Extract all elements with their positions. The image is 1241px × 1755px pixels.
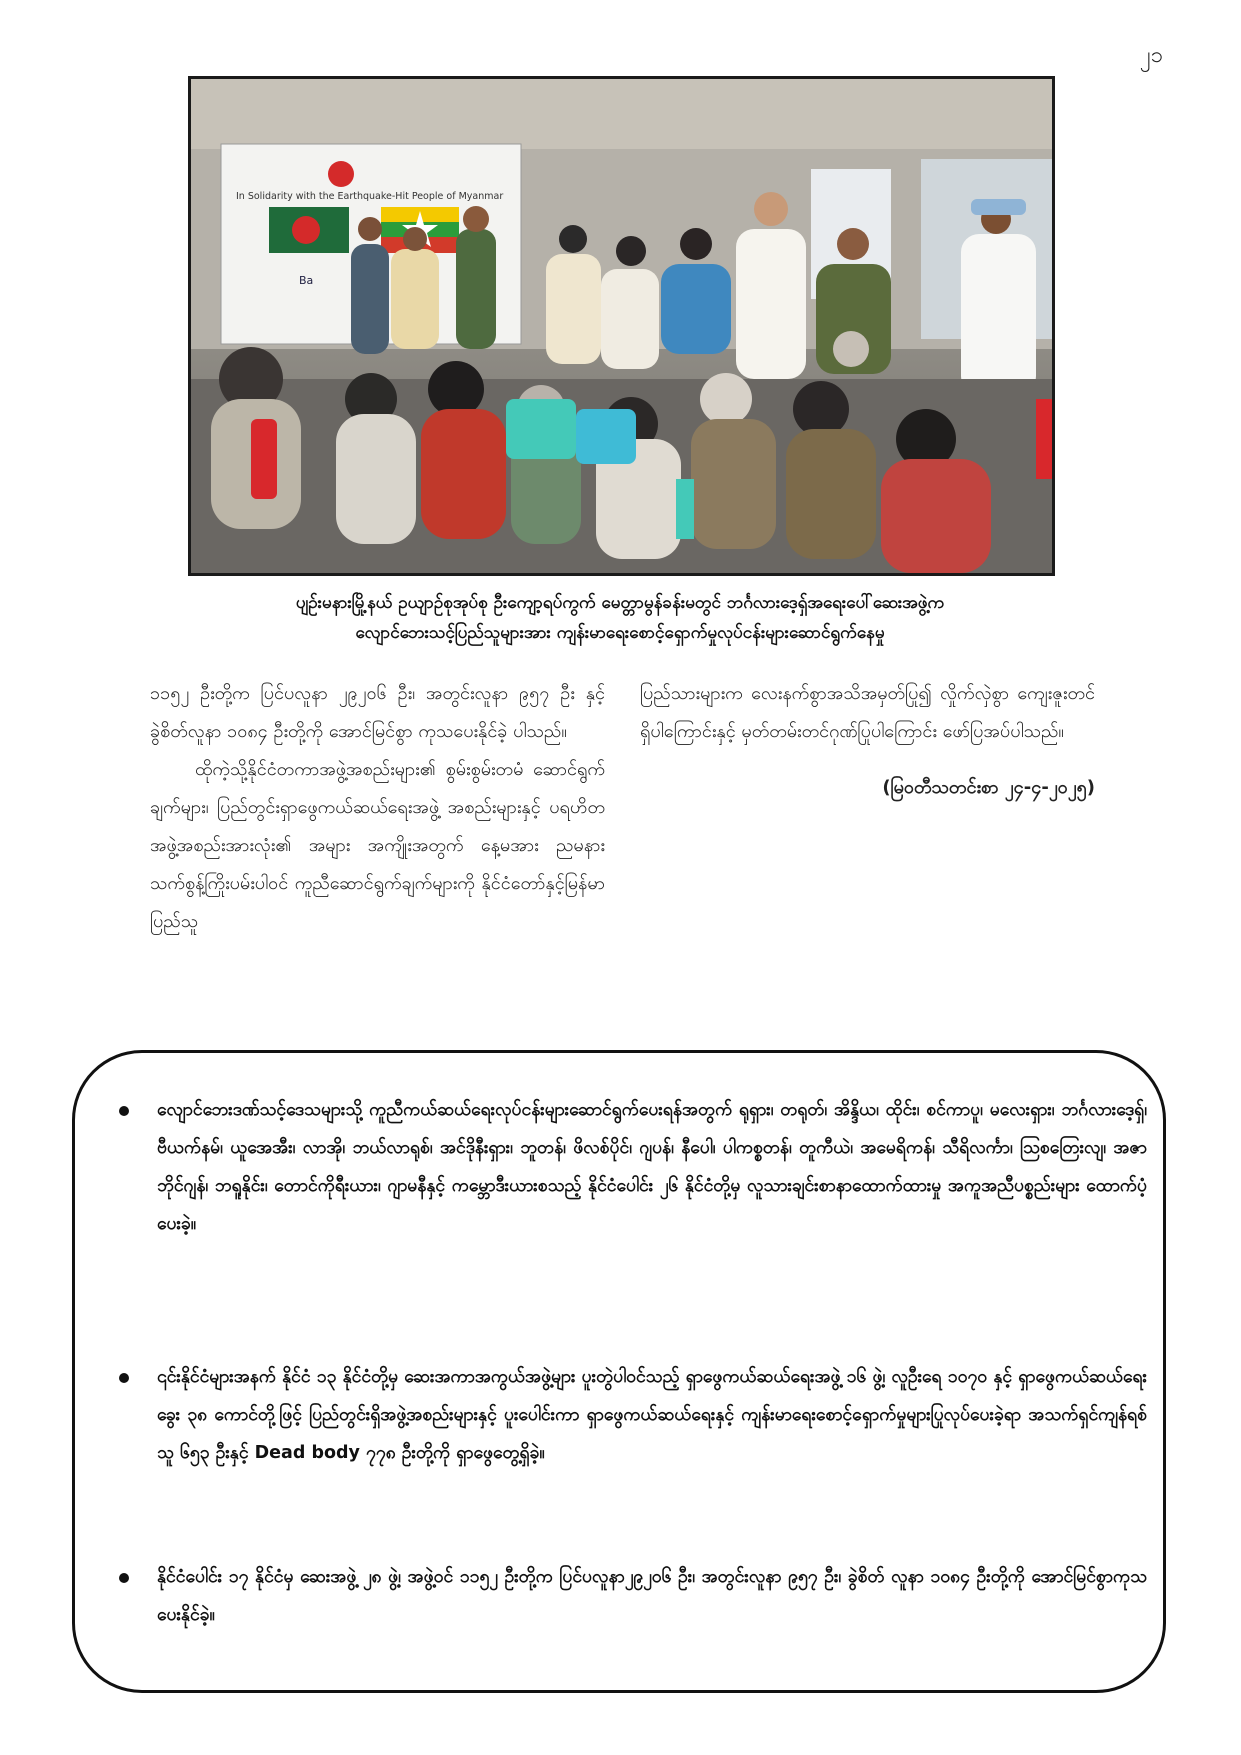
bullet-item [119,1558,1147,1634]
bullet-text: ၎င်းနိုင်ငံများအနက် နိုင်ငံ ၁၃ နိုင်ငံတို့မှ ဆေးအကာအကွယ်အဖွဲ့များ ပူးတွဲပါဝင်သည့် ရှာဖွေကယ်ဆယ်ရေးအဖွဲ့ ၁၆ ဖွဲ့၊ လူဦးရေ ၁၀၇၀ နှင့် ရှာဖွေကယ်ဆယ်ရေးခွေး ၃၈ ကောင်တို့ဖြင့် ပြည်တွင်းရှိအဖွဲ့အစည်းများနှင့် ပူးပေါင်းကာ ရှာဖွေကယ်ဆယ်ရေးနှင့် ကျန်းမာရေးစောင့်ရှောက်မှုများပြုလုပ်ပေးခဲ့ရာ အသက်ရှင်ကျန်ရစ်သူ ၆၅၃ ဦးနှင့် Dead body ၇၇၈ ဦးတို့ကို ရှာဖွေတွေ့ရှိခဲ့။ [157,1367,1147,1463]
banner-text: In Solidarity with the Earthquake-Hit People of Myanmar [236,191,504,202]
left-column [150,675,605,941]
left-paragraph-1: ၁၁၅၂ ဦးတို့က ပြင်ပလူနာ ၂၉၂၀၆ ဦး၊ အတွင်းလူနာ ၉၅၇ ဦး နှင့် ခွဲစိတ်လူနာ ၁၀၈၄ ဦးတို့ကို အောင်မြင်စွာ ကုသပေးနိုင်ခဲ့ ပါသည်။ [150,683,605,742]
bullet-icon [119,1373,129,1383]
photo-caption [150,588,1090,648]
photo-illustration [191,79,1052,573]
caption-line-2: လျောင်ဘေးသင့်ပြည်သူများအား ကျန်းမာရေးစောင့်ရှောက်မှုလုပ်ငန်းများဆောင်ရွက်နေမှု [355,623,885,643]
bullet-icon [119,1573,129,1583]
event-photo [188,76,1055,576]
bullet-icon [119,1106,129,1116]
bullet-item [119,1358,1147,1472]
svg-text:Ba: Ba [299,274,314,287]
summary-box [72,1050,1166,1693]
right-column [640,675,1095,807]
source-citation: (မြဝတီသတင်းစာ ၂၄-၄-၂၀၂၅) [882,777,1095,798]
left-paragraph-2: ထိုကဲ့သို့နိုင်ငံတကာအဖွဲ့အစည်းများ၏ စွမ်းစွမ်းတမံ ဆောင်ရွက်ချက်များ၊ ပြည်တွင်းရှာဖွေကယ်ဆယ်ရေးအဖွဲ့ အစည်းများနှင့် ပရဟိတအဖွဲ့အစည်းအားလုံး၏ အများ အကျိုးအတွက် နေ့မအား ညမနား သက်စွန့်ကြိုးပမ်းပါဝင် ကူညီဆောင်ရွက်ချက်များကို နိုင်ငံတော်နှင့်မြန်မာပြည်သူ [150,759,605,932]
emblem-icon [328,161,354,187]
bullet-item [119,1091,1147,1243]
page-number: ၂၁ [1139,43,1163,68]
right-paragraph-1: ပြည်သားများက လေးနက်စွာအသိအမှတ်ပြု၍ လှိုက်လှဲစွာ ကျေးဇူးတင်ရှိပါကြောင်းနှင့် မှတ်တမ်းတင်ဂုဏ်ပြုပါကြောင်း ဖော်ပြအပ်ပါသည်။ [640,683,1095,742]
caption-line-1: ပျဉ်းမနားမြို့နယ် ဥယျာဉ်စုအုပ်စု ဦးကျော့ရပ်ကွက် မေတ္တာမွန်ခန်းမတွင် ဘင်္ဂလားဒေ့ရှ်အရေးပေါ်ဆေးအဖွဲ့က [295,593,945,613]
bullet-text: လျောင်ဘေးဒဏ်သင့်ဒေသများသို့ ကူညီကယ်ဆယ်ရေးလုပ်ငန်းများဆောင်ရွက်ပေးရန်အတွက် ရုရှား၊ တရုတ်၊ အိန္ဒိယ၊ ထိုင်း၊ စင်ကာပူ၊ မလေးရှား၊ ဘင်္ဂလားဒေ့ရှ်၊ ဗီယက်နမ်၊ ယူအေအီး၊ လာအို၊ ဘယ်လာရုစ်၊ အင်ဒိုနီးရှား၊ ဘူတန်၊ ဖိလစ်ပိုင်၊ ဂျပန်၊ နီပေါ၊ ပါကစ္စတန်၊ တူကီယဲ၊ အမေရိကန်၊ သီရိလင်္ကာ၊ ဩစတြေးလျ၊ အဇာဘိုင်ဂျန်၊ ဘရူနိုင်း၊ တောင်ကိုရီးယား၊ ဂျာမနီနှင့် ကမ္ဘောဒီးယားစသည့် နိုင်ငံပေါင်း ၂၆ နိုင်ငံတို့မှ လူသားချင်းစာနာထောက်ထားမှု အကူအညီပစ္စည်းများ ထောက်ပံ့ပေးခဲ့။ [157,1100,1147,1234]
bullet-text: နိုင်ငံပေါင်း ၁၇ နိုင်ငံမှ ဆေးအဖွဲ့ ၂၈ ဖွဲ့၊ အဖွဲ့ဝင် ၁၁၅၂ ဦးတို့က ပြင်ပလူနာ၂၉၂၀၆ ဦး၊ အတွင်းလူနာ ၉၅၇ ဦး၊ ခွဲစိတ် လူနာ ၁၀၈၄ ဦးတို့ကို အောင်မြင်စွာကုသပေးနိုင်ခဲ့။ [157,1567,1147,1625]
